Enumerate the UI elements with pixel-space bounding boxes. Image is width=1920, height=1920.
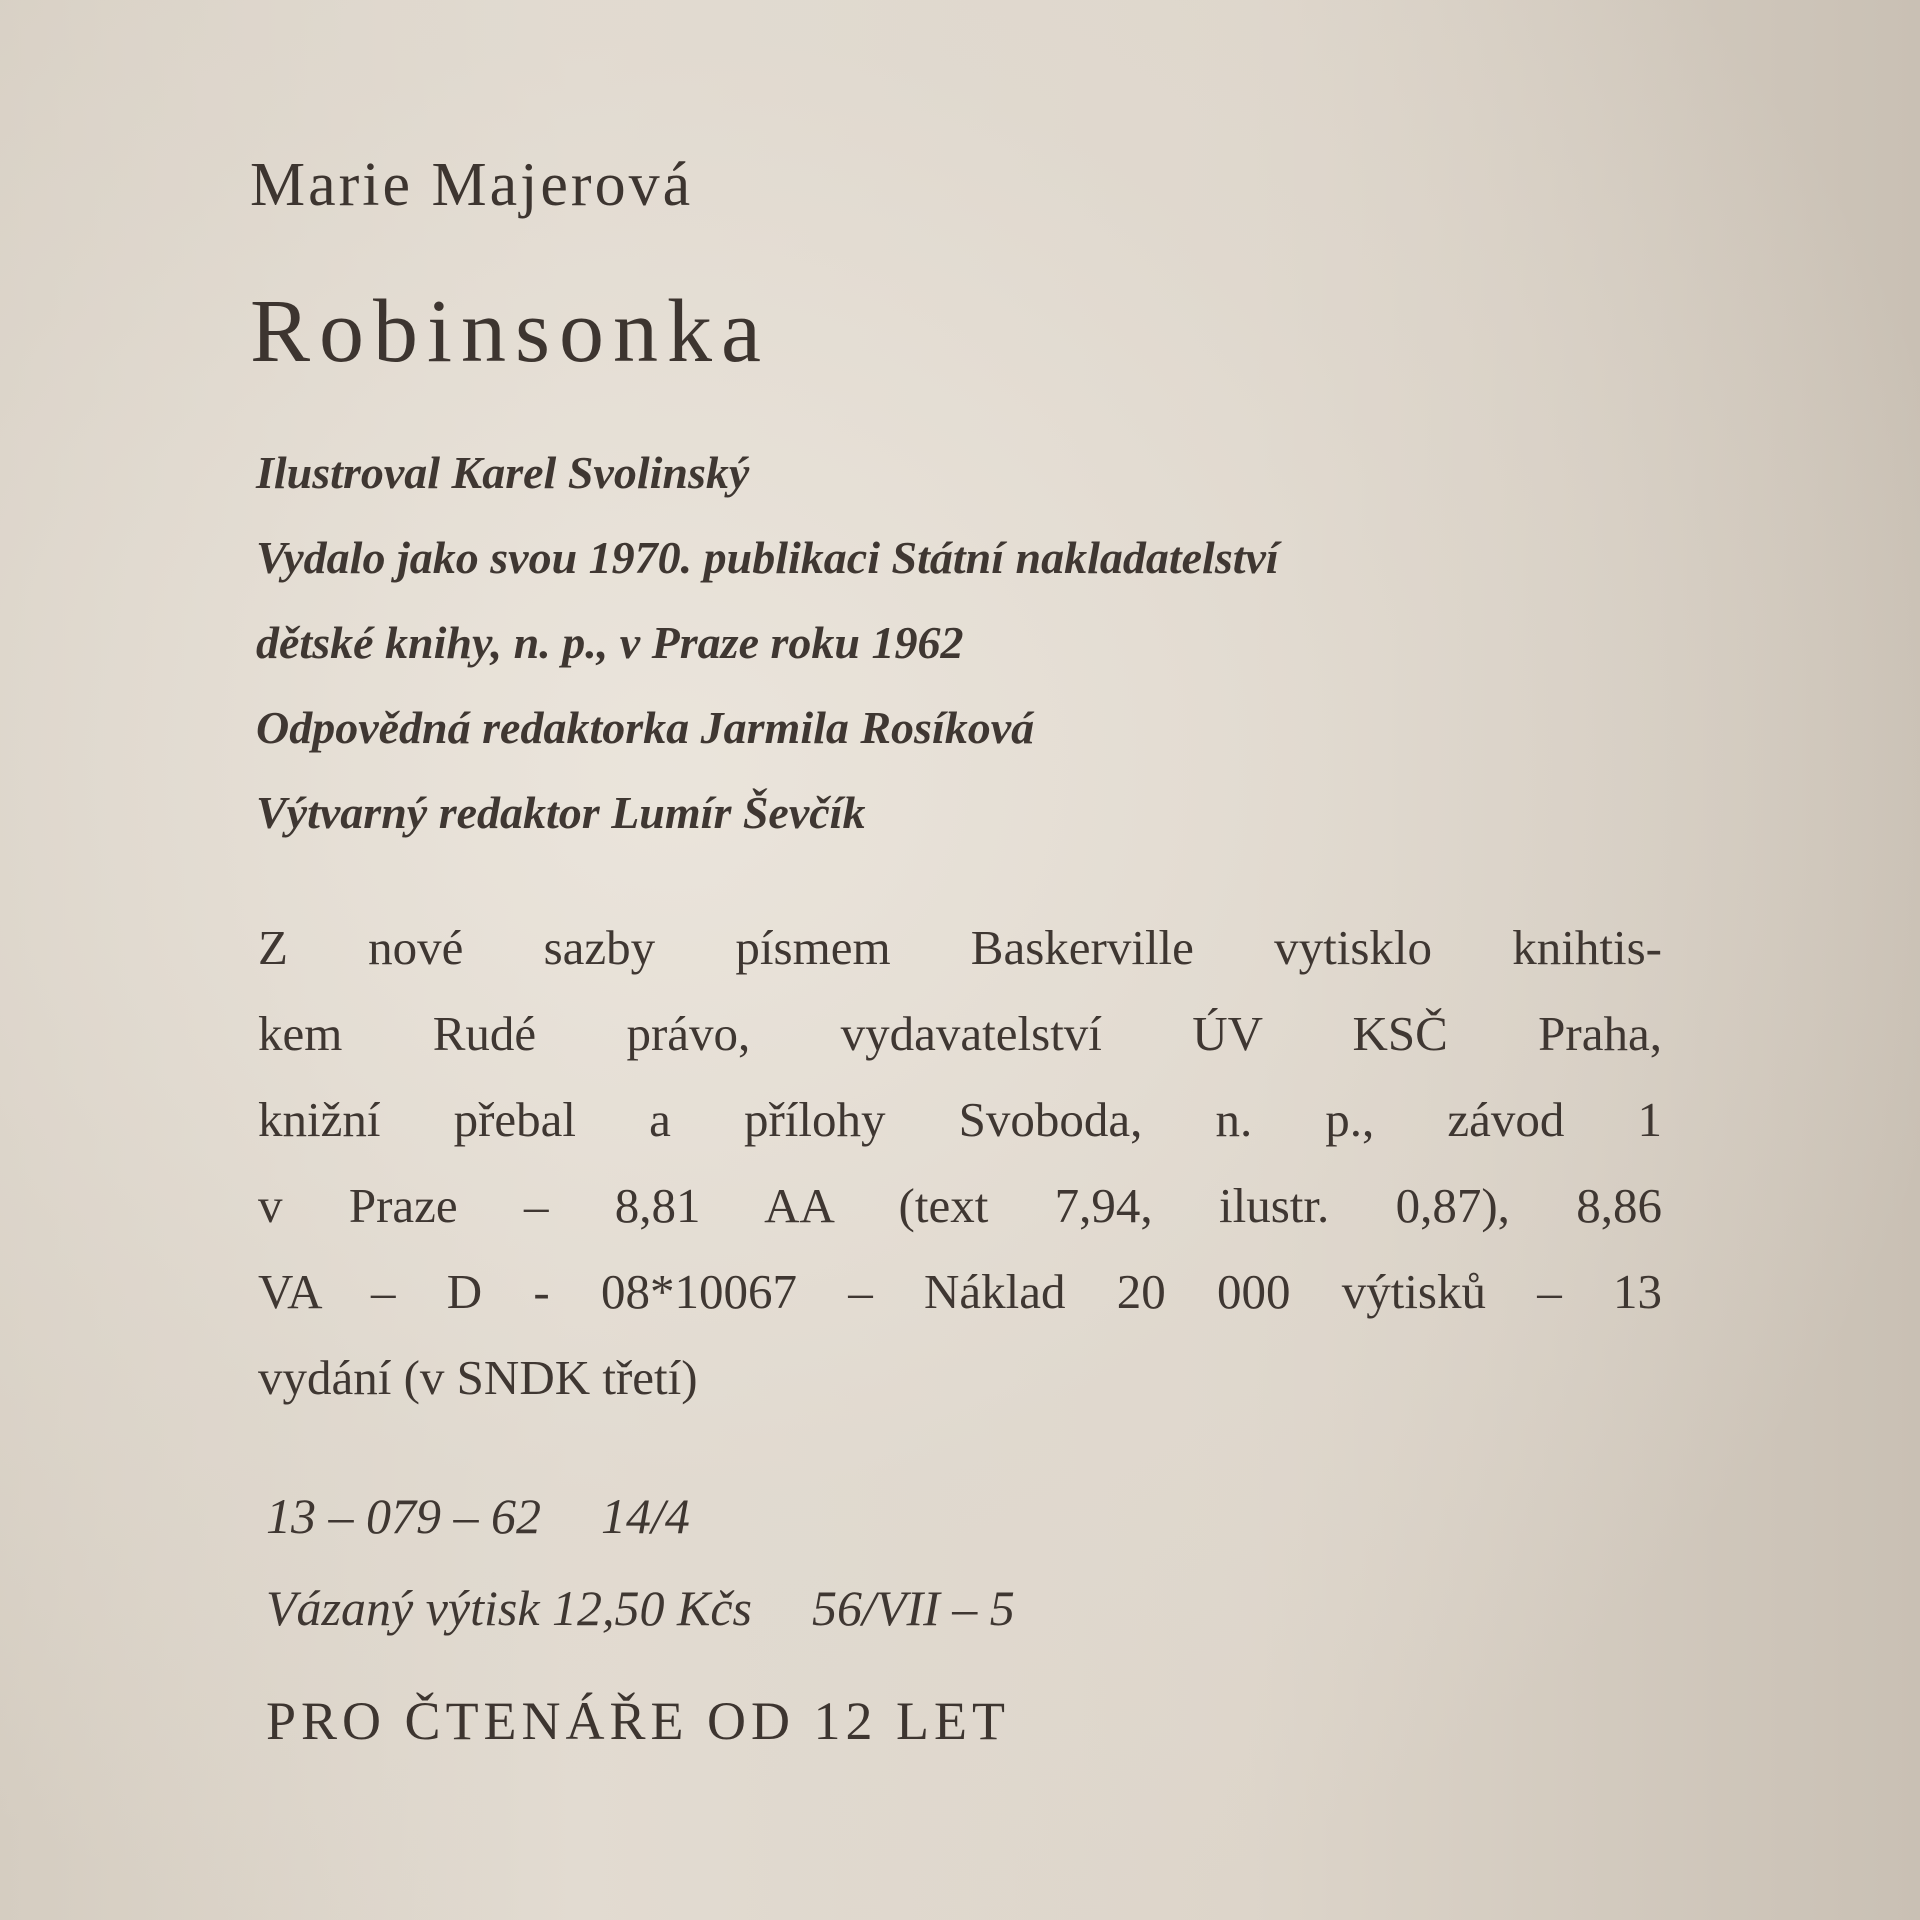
credit-line-publisher: Vydalo jako svou 1970. publikaci Státní nakladatelství <box>256 532 1279 583</box>
credits-block <box>256 430 1279 855</box>
price-line <box>266 1562 1015 1654</box>
colophon-line: VA – D - 08*10067 – Náklad 20 000 výtisků – 13 <box>258 1264 1662 1319</box>
colophon-line: Z nové sazby písmem Baskerville vytisklo knihtis- <box>258 920 1662 975</box>
credit-line-editor: Odpovědná redaktorka Jarmila Rosíková <box>256 702 1035 753</box>
reader-age-note: PRO ČTENÁŘE OD 12 LET <box>266 1691 1010 1751</box>
catalog-ref: 14/4 <box>601 1488 690 1544</box>
colophon-line: vydání (v SNDK třetí) <box>258 1350 698 1405</box>
book-title: Robinsonka <box>250 282 771 381</box>
colophon-line: v Praze – 8,81 AA (text 7,94, ilustr. 0,87), 8,86 <box>258 1178 1662 1233</box>
credit-line-publisher-cont: dětské knihy, n. p., v Praze roku 1962 <box>256 617 964 668</box>
price-text: Vázaný výtisk 12,50 Kčs <box>266 1580 753 1636</box>
credit-line-illustrator: Ilustroval Karel Svolinský <box>256 447 750 498</box>
colophon-line: kem Rudé právo, vydavatelství ÚV KSČ Praha, <box>258 1006 1662 1061</box>
colophon-block <box>258 905 1662 1421</box>
credit-line-art-editor: Výtvarný redaktor Lumír Ševčík <box>256 787 866 838</box>
colophon-line: knižní přebal a přílohy Svoboda, n. p., závod 1 <box>258 1092 1662 1147</box>
pricing-block <box>266 1470 1015 1654</box>
catalog-code: 13 – 079 – 62 <box>266 1488 541 1544</box>
author-name: Marie Majerová <box>250 151 694 219</box>
price-ref: 56/VII – 5 <box>812 1580 1015 1636</box>
catalog-line <box>266 1470 1015 1562</box>
